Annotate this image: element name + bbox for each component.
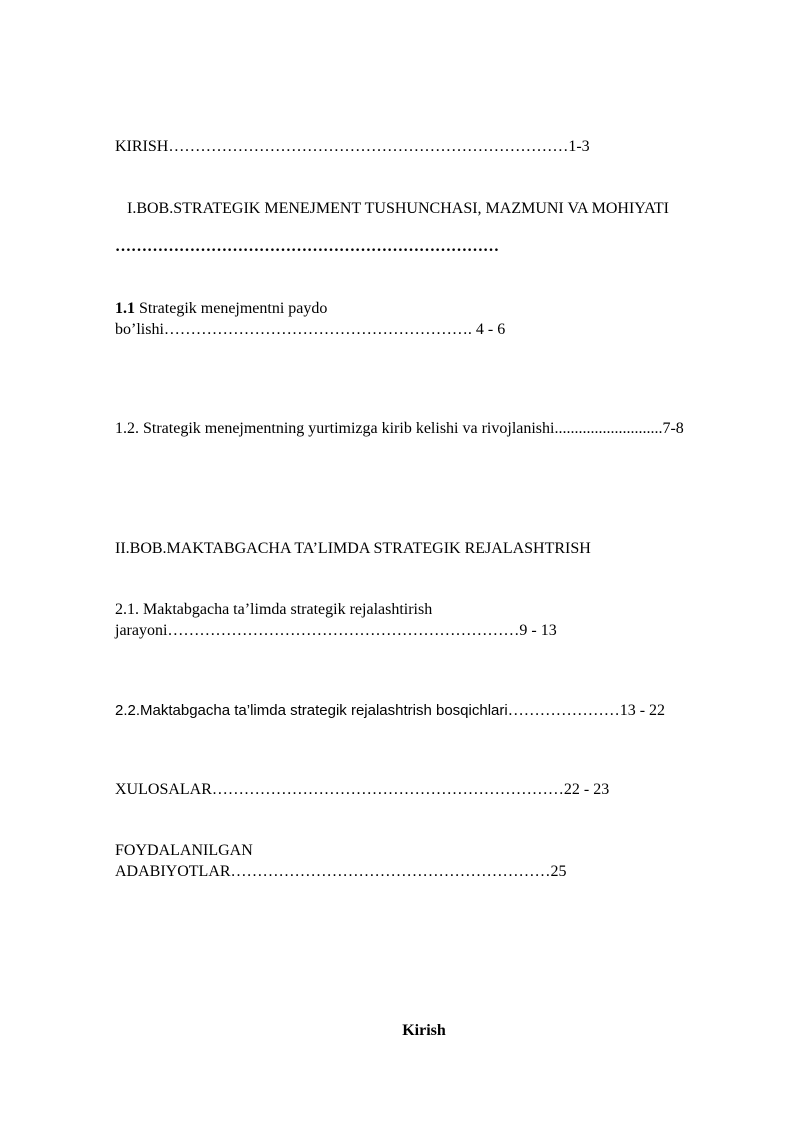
toc-item-2-2-page: …………………13 - 22 — [507, 702, 666, 719]
section-heading-kirish: Kirish — [402, 1022, 446, 1039]
toc-item-2-1-page: jarayoni…………………………………………………………9 - 13 — [115, 622, 557, 639]
toc-foydalanilgan-line2: ADABIYOTLAR……………………………………………………25 — [115, 863, 567, 880]
toc-item-1-1-number: 1.1 — [115, 300, 135, 317]
toc-item-2-2 — [115, 700, 665, 722]
toc-item-1-1-title: Strategik menejmentni paydo — [135, 300, 328, 317]
toc-item-1-1 — [115, 298, 327, 320]
toc-chapter1-title: I.BOB.STRATEGIK MENEJMENT TUSHUNCHASI, MAZMUNI VA MOHIYATI — [127, 200, 669, 217]
toc-kirish: KIRISH…………………………………………………………………1-3 — [115, 138, 590, 155]
toc-item-2-2-title: 2.2.Maktabgacha ta’limda strategik rejalashtrish bosqichlari — [115, 702, 508, 719]
toc-foydalanilgan-line1: FOYDALANILGAN — [115, 842, 253, 859]
toc-chapter2-title: II.BOB.MAKTABGACHA TA’LIMDA STRATEGIK REJALASHTRISH — [115, 540, 591, 557]
toc-xulosalar: XULOSALAR…………………………………………………………22 - 23 — [115, 781, 610, 798]
toc-item-1-1-page: bo’lishi…………………………………………………. 4 - 6 — [115, 321, 506, 338]
toc-item-1-2: 1.2. Strategik menejmentning yurtimizga kirib kelishi va rivojlanishi...........................7-8 — [115, 420, 684, 437]
toc-chapter1-dots: ……………………………………………………………… — [115, 238, 499, 255]
toc-item-2-1-title: 2.1. Maktabgacha ta’limda strategik rejalashtirish — [115, 601, 433, 618]
